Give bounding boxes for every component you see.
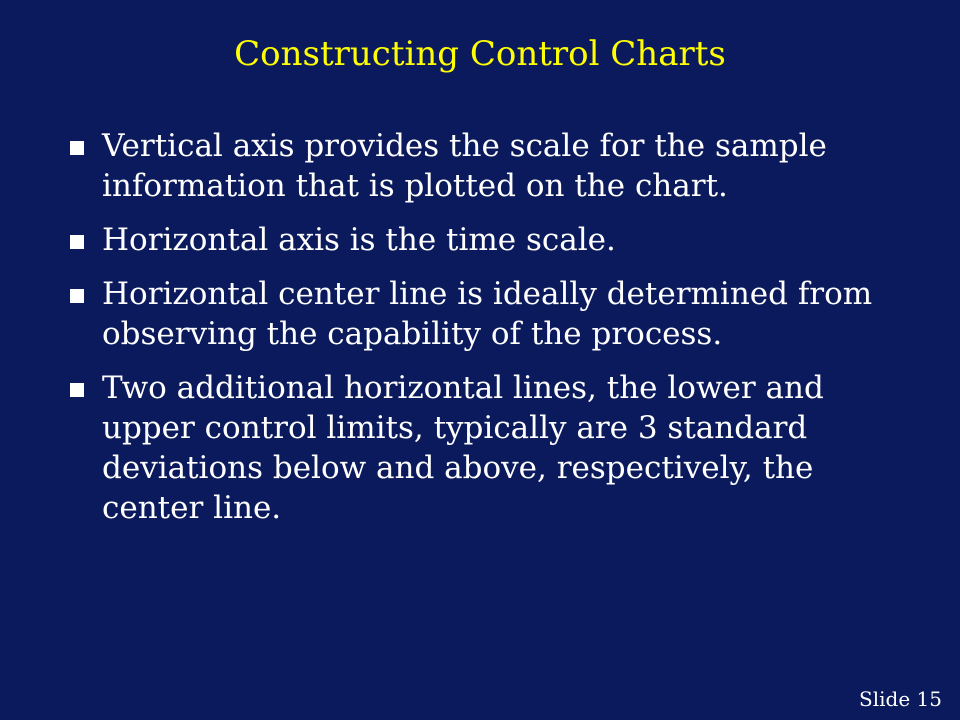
bullet-item-1 bbox=[64, 126, 904, 206]
square-bullet-icon bbox=[70, 141, 84, 155]
bullet-list bbox=[64, 126, 904, 542]
square-bullet-icon bbox=[70, 289, 84, 303]
slide-number-label: Slide bbox=[859, 687, 911, 711]
slide-number-value: 15 bbox=[916, 687, 942, 711]
bullet-text-3: Horizontal center line is ideally determined from observing the capability of the process. bbox=[102, 276, 873, 352]
bullet-item-2 bbox=[64, 220, 904, 260]
slide-title: Constructing Control Charts bbox=[234, 34, 726, 74]
slide-number bbox=[859, 688, 942, 710]
bullet-text-4: Two additional horizontal lines, the lower and upper control limits, typically are 3 standard deviations below and above, respectively, the center line. bbox=[102, 370, 824, 526]
bullet-item-3 bbox=[64, 274, 904, 354]
square-bullet-icon bbox=[70, 235, 84, 249]
bullet-item-4 bbox=[64, 368, 904, 528]
square-bullet-icon bbox=[70, 383, 84, 397]
bullet-text-1: Vertical axis provides the scale for the sample information that is plotted on the chart. bbox=[102, 128, 827, 204]
bullet-text-2: Horizontal axis is the time scale. bbox=[102, 222, 616, 258]
